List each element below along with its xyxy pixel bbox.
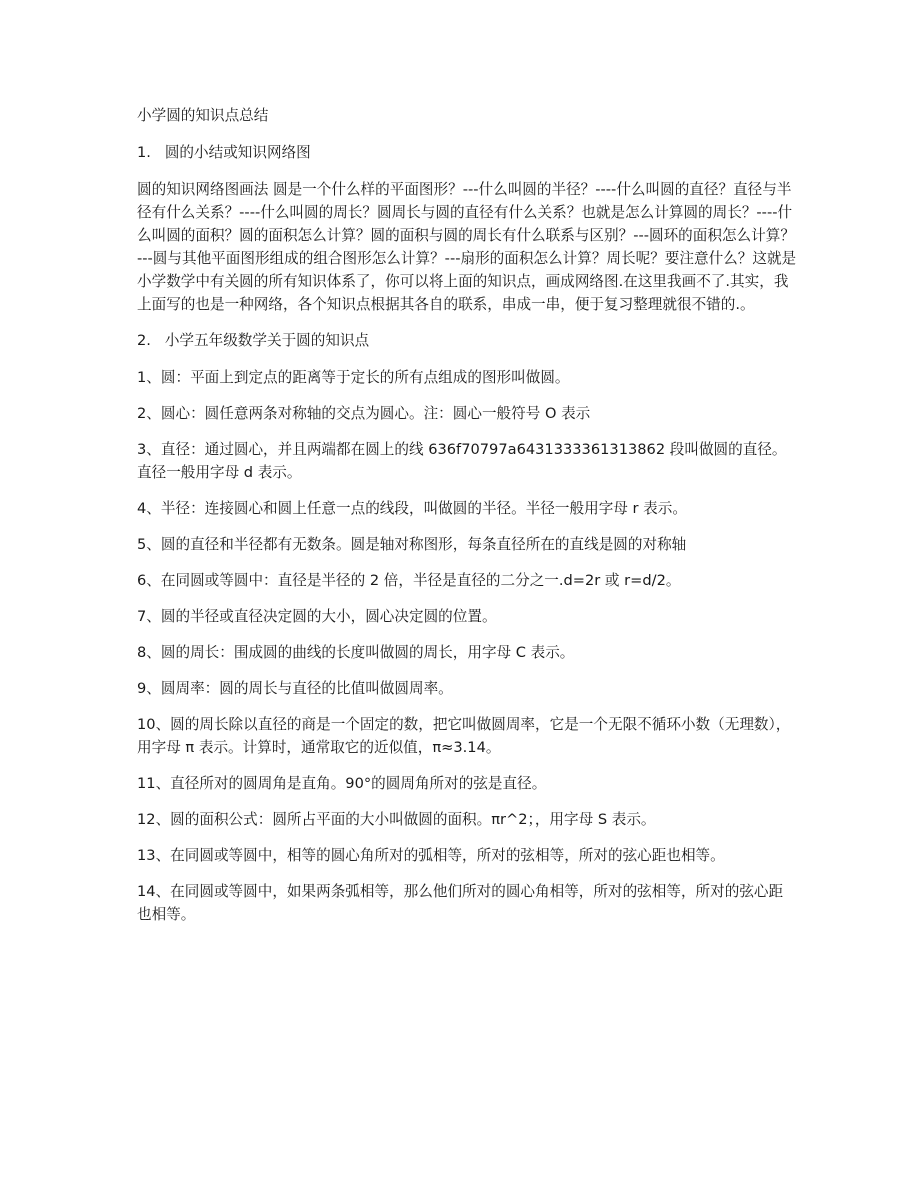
list-item: 13、在同圆或等圆中，相等的圆心角所对的弧相等，所对的弦相等，所对的弦心距也相等。 <box>137 847 725 864</box>
list-item: 9、圆周率：圆的周长与直径的比值叫做圆周率。 <box>137 680 453 697</box>
list-item: 8、圆的周长：围成圆的曲线的长度叫做圆的周长，用字母 C 表示。 <box>137 644 575 661</box>
list-item: 10、圆的周长除以直径的商是一个固定的数，把它叫做圆周率，它是一个无限不循环小数（无理数），用字母 π 表示。计算时，通常取它的近似值，π≈3.14。 <box>137 716 791 756</box>
list-item: 12、圆的面积公式：圆所占平面的大小叫做圆的面积。πr^2；，用字母 S 表示。 <box>137 811 656 828</box>
document-body <box>137 104 797 939</box>
section-1-heading: 1. 圆的小结或知识网络图 <box>137 144 311 161</box>
list-item: 11、直径所对的圆周角是直角。90°的圆周角所对的弦是直径。 <box>137 775 547 792</box>
list-item: 3、直径：通过圆心，并且两端都在圆上的线 636f70797a6431333361313862 段叫做圆的直径。直径一般用字母 d 表示。 <box>137 441 787 481</box>
section-2-heading: 2. 小学五年级数学关于圆的知识点 <box>137 332 370 349</box>
section-1-body: 圆的知识网络图画法 圆是一个什么样的平面图形？---什么叫圆的半径？----什么叫圆的直径？直径与半径有什么关系？----什么叫圆的周长？圆周长与圆的直径有什么关系？也就是怎么计算圆的周长？----什么叫圆的面积？圆的面积怎么计算？圆的面积与圆的周长有什么联系与区别？---圆环的面积怎么计算？---圆与其他平面图形组成的组合图形怎么计算？---扇形的面积怎么计算？周长呢？要注意什么？这就是小学数学中有关圆的所有知识体系了，你可以将上面的知识点，画成网络图.在这里我画不了.其实，我上面写的也是一种网络，各个知识点根据其各自的联系，串成一串，便于复习整理就很不错的.。 <box>137 181 797 313</box>
list-item: 4、半径：连接圆心和圆上任意一点的线段，叫做圆的半径。半径一般用字母 r 表示。 <box>137 500 687 517</box>
document-title: 小学圆的知识点总结 <box>137 107 269 124</box>
list-item: 5、圆的直径和半径都有无数条。圆是轴对称图形，每条直径所在的直线是圆的对称轴 <box>137 536 687 553</box>
list-item: 2、圆心：圆任意两条对称轴的交点为圆心。注：圆心一般符号 O 表示 <box>137 405 591 422</box>
list-item: 7、圆的半径或直径决定圆的大小，圆心决定圆的位置。 <box>137 608 497 625</box>
list-item: 14、在同圆或等圆中，如果两条弧相等，那么他们所对的圆心角相等，所对的弦相等，所对的弦心距也相等。 <box>137 883 784 923</box>
list-item: 6、在同圆或等圆中：直径是半径的 2 倍，半径是直径的二分之一.d=2r 或 r=d/2。 <box>137 572 681 589</box>
list-item: 1、圆：平面上到定点的距离等于定长的所有点组成的图形叫做圆。 <box>137 369 570 386</box>
